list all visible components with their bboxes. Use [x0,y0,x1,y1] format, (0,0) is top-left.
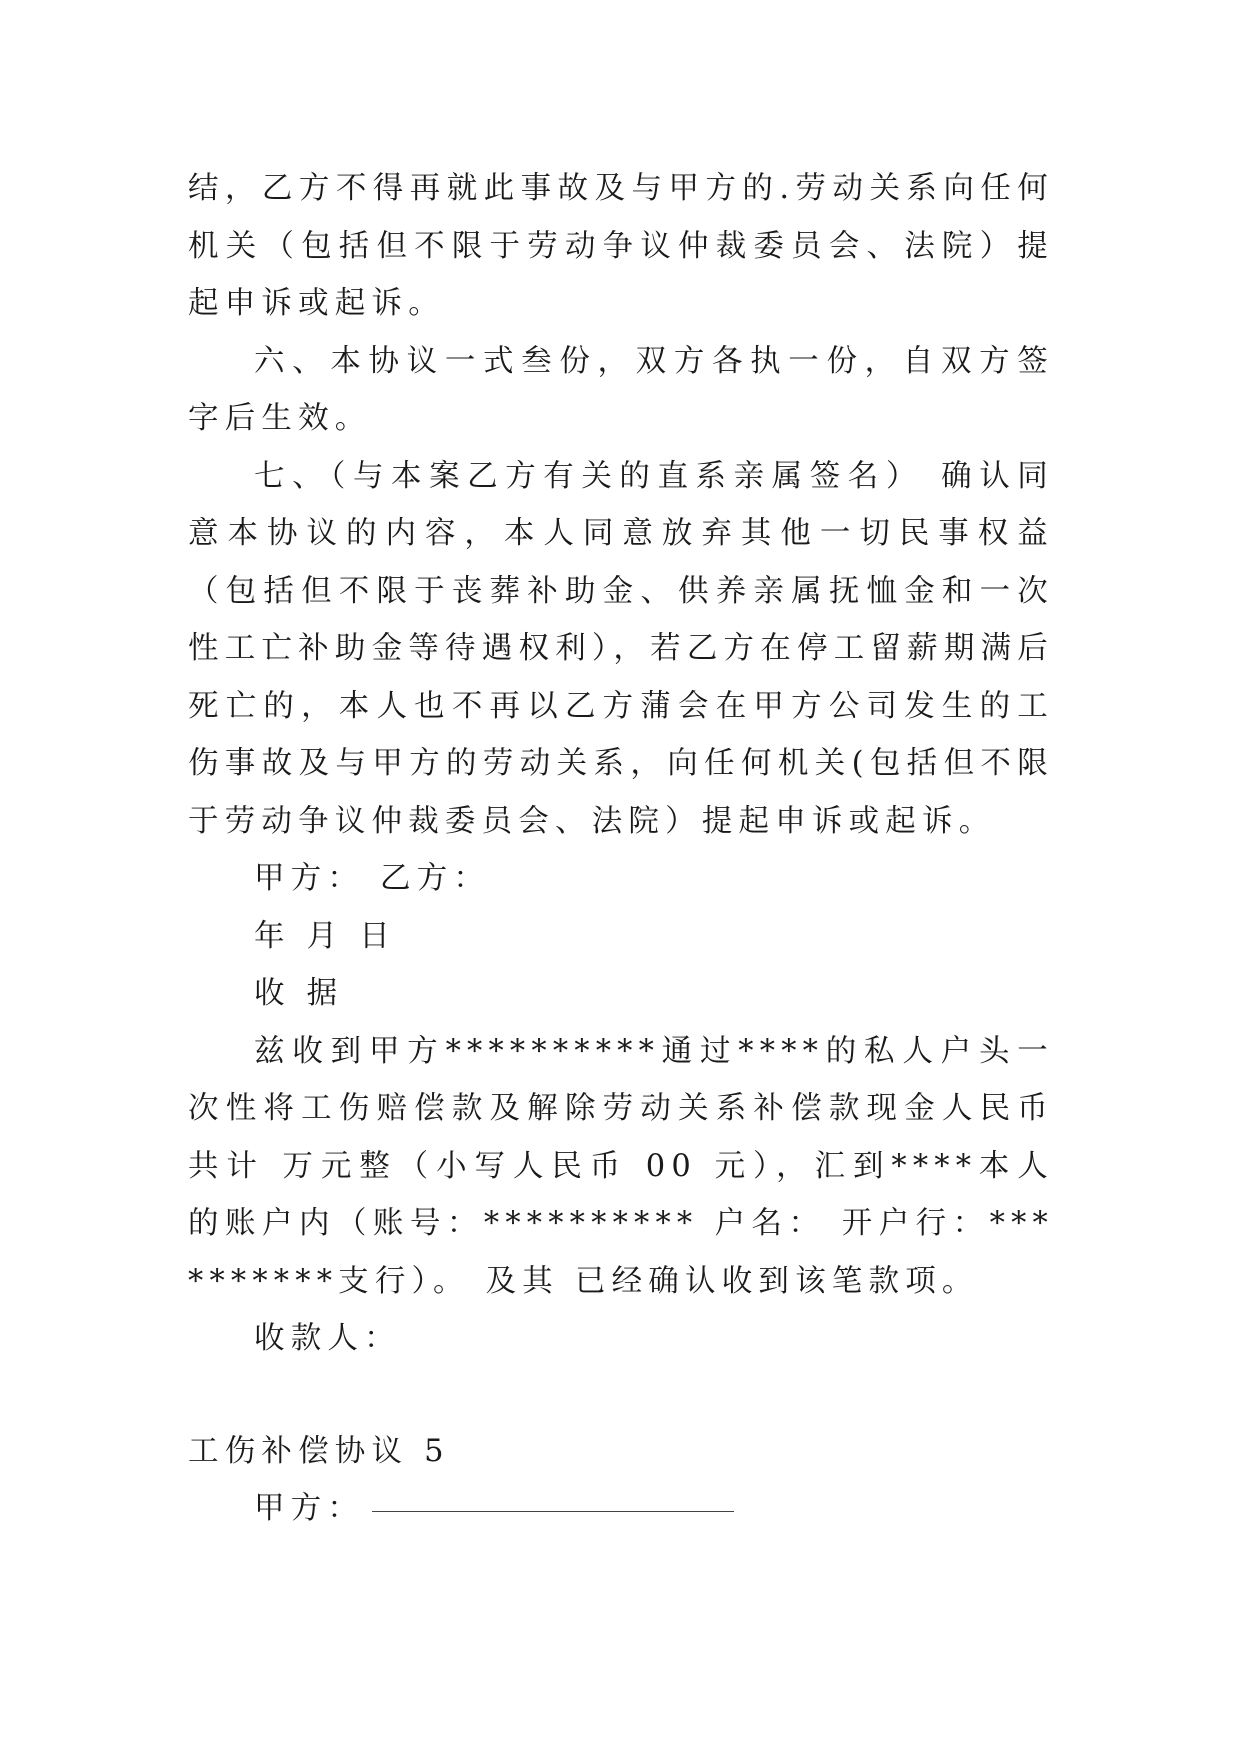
receipt-payee: 收款人： [254,1321,401,1356]
signature-date: 年 月 日 [254,918,396,954]
party-a-blank-line [372,1481,734,1512]
party-a-label: 甲方： [254,1491,365,1526]
section-title: 工伤补偿协议 5 [188,1433,450,1469]
signature-parties: 甲方： 乙方： [254,861,491,896]
clause-six: 六、本协议一式叁份，双方各执一份，自双方签字后生效。 [188,343,1054,436]
document-body [188,160,1054,1538]
party-a-row [188,1480,1054,1538]
section-spacer [188,1368,1054,1423]
clause-seven: 七、（与本案乙方有关的直系亲属签名） 确认同意本协议的内容，本人同意放弃其他一切民事权益（包括但不限于丧葬补助金、供养亲属抚恤金和一次性工亡补助金等待遇权利），若乙方在停工留薪期满后死亡的，本人也不再以乙方蒲会在甲方公司发生的工伤事故及与甲方的劳动关系，向任何机关(包括但不限于劳动争议仲裁委员会、法院）提起申诉或起诉。 [188,458,1054,839]
paragraph-continuation: 结，乙方不得再就此事故及与甲方的.劳动关系向任何机关（包括但不限于劳动争议仲裁委员会、法院）提起申诉或起诉。 [188,171,1054,321]
receipt-heading: 收 据 [254,976,344,1011]
receipt-body: 兹收到甲方**********通过****的私人户头一次性将工伤赔偿款及解除劳动关系补偿款现金人民币共计 万元整（小写人民币 00 元），汇到****本人的账户内（账号：********** 户名： 开户行：**********支行）。 及其 已经确认收到该笔款项。 [188,1033,1054,1299]
